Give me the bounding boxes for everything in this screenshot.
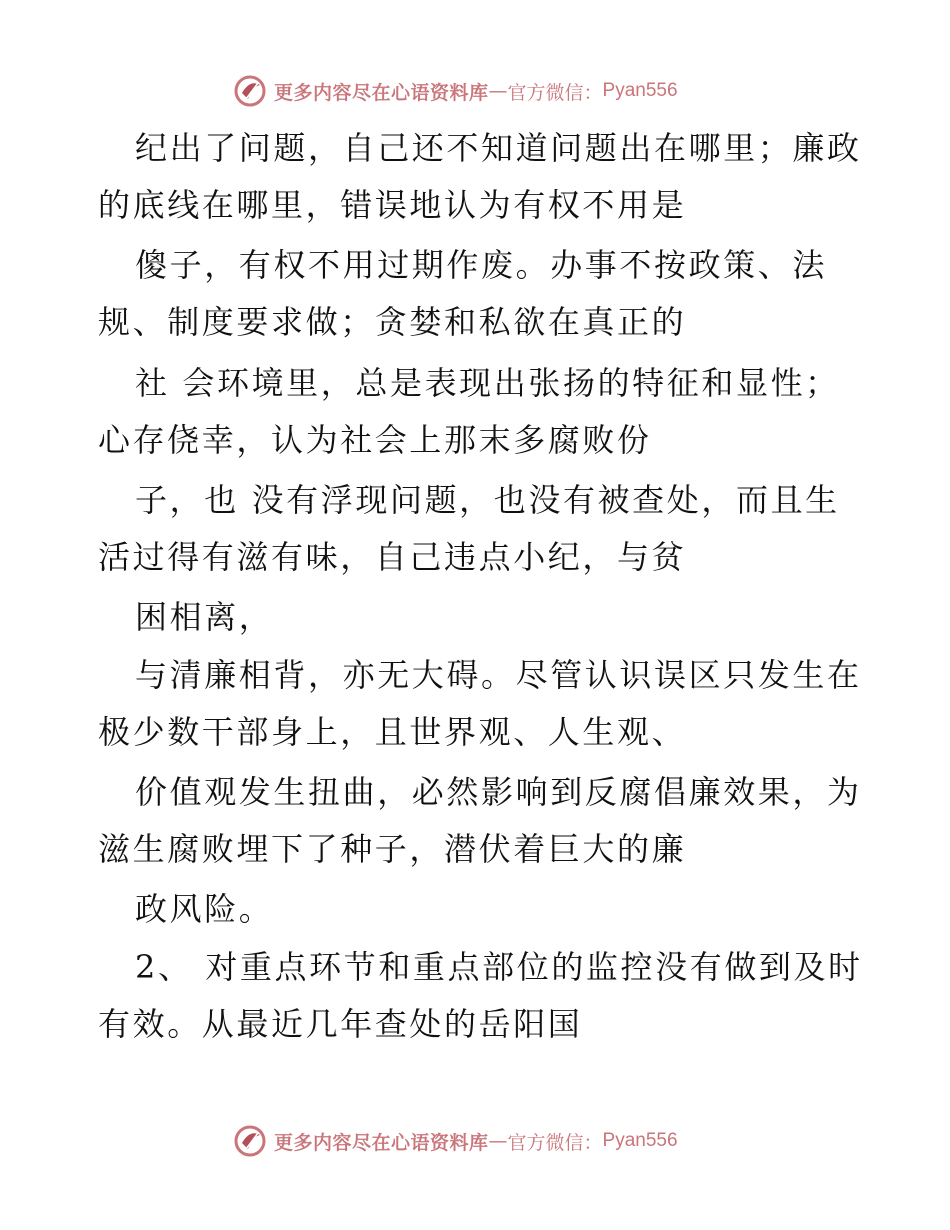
watermark-dash: —: [488, 80, 508, 102]
header-watermark: [232, 71, 712, 111]
watermark-wechat-id: Pyan556: [602, 1130, 678, 1151]
footer-watermark: [232, 1121, 712, 1161]
text-line-1: 纪出了问题，自己还不知道问题出在哪里；廉政: [135, 129, 862, 167]
text-line-9: 困相离，: [135, 598, 274, 636]
text-line-3: 傻子，有权不用过期作废。办事不按政策、法: [135, 246, 828, 284]
text-line-6: 心存侥幸，认为社会上那末多腐败份: [98, 421, 652, 459]
text-line-11: 极少数干部身上，且世界观、人生观、: [98, 713, 687, 751]
watermark-dash: —: [488, 1130, 508, 1152]
text-line-15: 2、 对重点环节和重点部位的监控没有做到及时: [135, 948, 863, 986]
text-line-8: 活过得有滋有味，自己违点小纪，与贫: [98, 538, 687, 576]
logo-icon: [232, 73, 268, 109]
watermark-wechat-label: 官方微信：: [507, 1131, 603, 1154]
watermark-site-name: 更多内容尽在心语资料库: [274, 1131, 489, 1154]
text-line-5: 社 会环境里，总是表现出张扬的特征和显性；: [135, 364, 840, 402]
text-line-14: 政风险。: [135, 890, 274, 928]
watermark-wechat-label: 官方微信：: [507, 81, 603, 104]
text-line-4: 规、制度要求做；贪婪和私欲在真正的: [98, 303, 687, 341]
text-line-2: 的底线在哪里，错误地认为有权不用是: [98, 186, 687, 224]
text-line-12: 价值观发生扭曲，必然影响到反腐倡廉效果，为: [135, 773, 862, 811]
text-line-7: 子，也 没有浮现问题，也没有被查处，而且生: [135, 481, 840, 519]
watermark-site-name: 更多内容尽在心语资料库: [274, 81, 489, 104]
text-line-16: 有效。从最近几年查处的岳阳国: [98, 1005, 583, 1043]
logo-icon: [232, 1123, 268, 1159]
watermark-wechat-id: Pyan556: [602, 80, 678, 101]
text-line-13: 滋生腐败埋下了种子，潜伏着巨大的廉: [98, 830, 687, 868]
text-line-10: 与清廉相背，亦无大碍。尽管认识误区只发生在: [135, 656, 862, 694]
